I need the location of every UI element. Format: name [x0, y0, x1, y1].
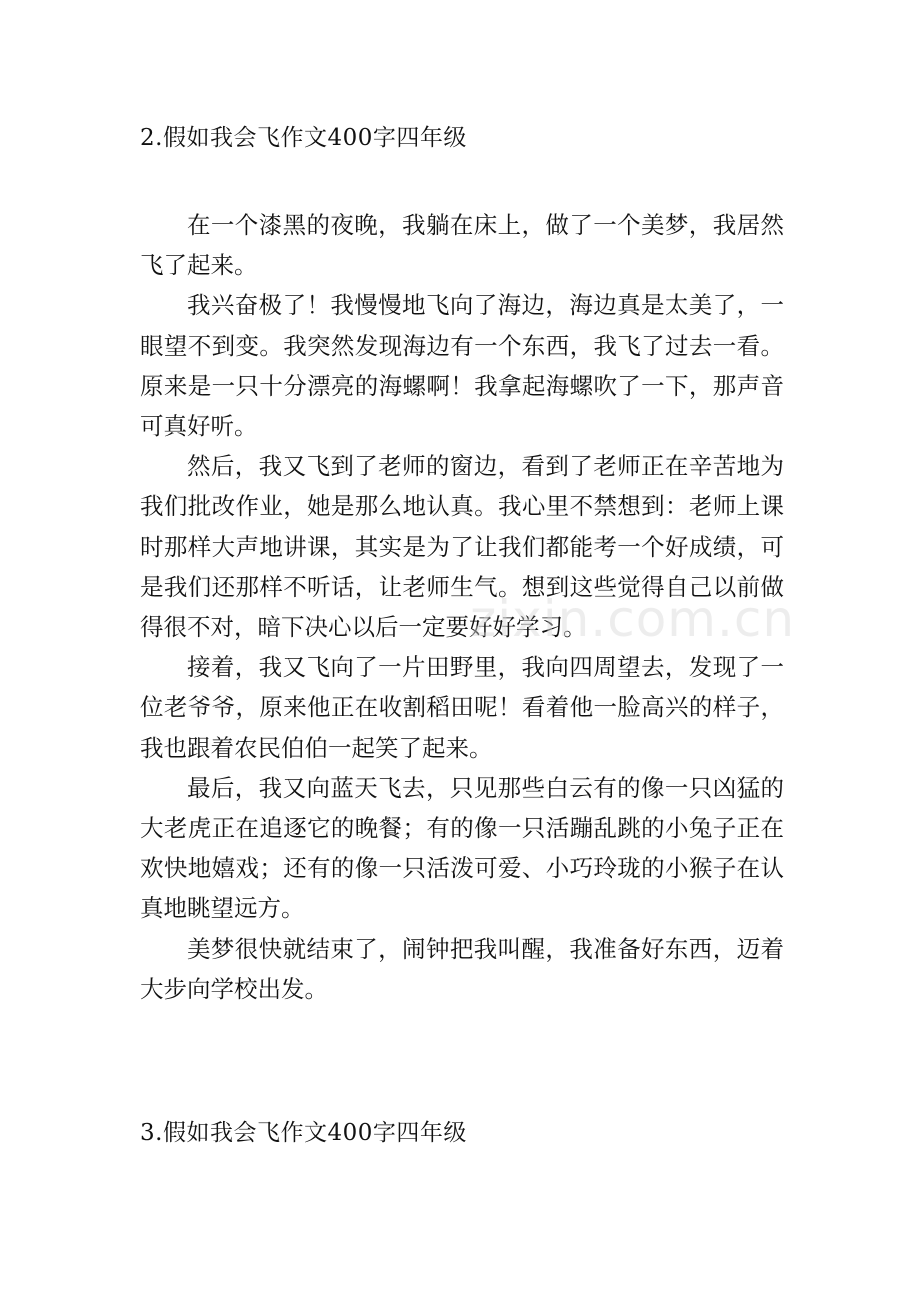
- essay-body: [140, 205, 784, 1009]
- paragraph-5: 最后，我又向蓝天飞去，只见那些白云有的像一只凶猛的大老虎正在追逐它的晚餐；有的像一只活蹦乱跳的小兔子正在欢快地嬉戏；还有的像一只活泼可爱、小巧玲珑的小猴子在认真地眺望远方。: [140, 773, 784, 923]
- paragraph-1: 在一个漆黑的夜晚，我躺在床上，做了一个美梦，我居然飞了起来。: [140, 211, 784, 280]
- paragraph-3: 然后，我又飞到了老师的窗边，看到了老师正在辛苦地为我们批改作业，她是那么地认真。我心里不禁想到：老师上课时那样大声地讲课，其实是为了让我们都能考一个好成绩，可是我们还那样不听话，让老师生气。想到这些觉得自己以前做得很不对，暗下决心以后一定要好好学习。: [140, 452, 784, 642]
- paragraph-4: 接着，我又飞向了一片田野里，我向四周望去，发现了一位老爷爷，原来他正在收割稻田呢！看着他一脸高兴的样子，我也跟着农民伯伯一起笑了起来。: [140, 653, 784, 762]
- essay-heading-2: 2.假如我会飞作文400字四年级: [140, 125, 467, 151]
- essay-heading-3: 3.假如我会飞作文400字四年级: [140, 1120, 467, 1146]
- paragraph-2: 我兴奋极了！我慢慢地飞向了海边，海边真是太美了，一眼望不到变。我突然发现海边有一个东西，我飞了过去一看。原来是一只十分漂亮的海螺啊！我拿起海螺吹了一下，那声音可真好听。: [140, 291, 784, 441]
- paragraph-6: 美梦很快就结束了，闹钟把我叫醒，我准备好东西，迈着大步向学校出发。: [140, 934, 784, 1003]
- watermark-text: zixin.com.cn: [470, 590, 796, 648]
